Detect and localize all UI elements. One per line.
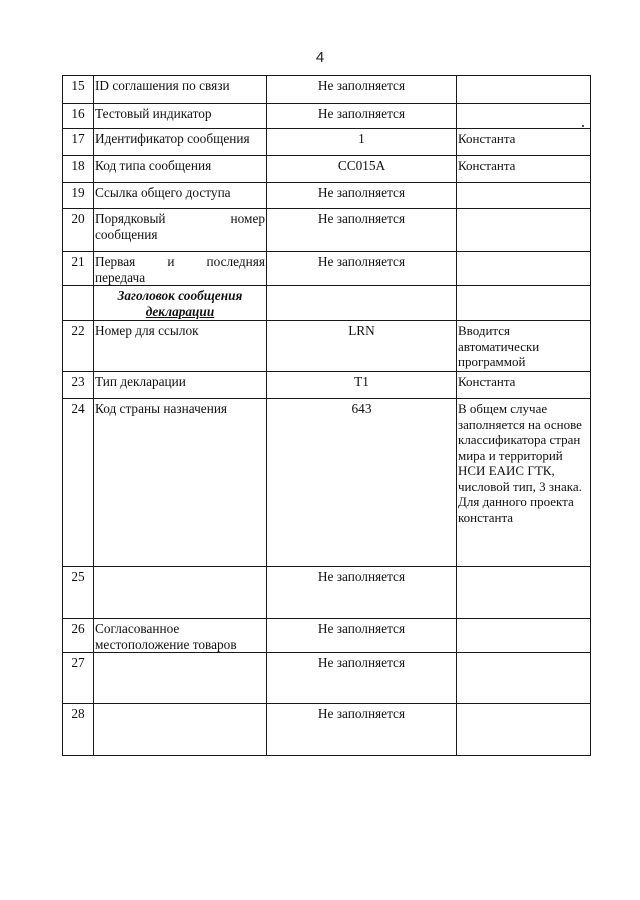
- table-row: [63, 76, 591, 104]
- field-value: Не заполняется: [267, 704, 457, 756]
- fields-table-body: [63, 76, 591, 756]
- row-number: 26: [63, 619, 94, 653]
- field-value: Не заполняется: [267, 567, 457, 619]
- section-header-row: [63, 286, 591, 321]
- row-number: 16: [63, 104, 94, 129]
- field-name: Тестовый индикатор: [94, 104, 267, 129]
- field-name-line-2: сообщения: [95, 226, 158, 242]
- field-value: Не заполняется: [267, 209, 457, 252]
- field-note: [457, 653, 591, 704]
- row-number: 17: [63, 129, 94, 156]
- field-note: [457, 104, 591, 129]
- row-number: 22: [63, 321, 94, 372]
- table-row: [63, 156, 591, 183]
- word: Порядковый: [95, 211, 166, 226]
- section-title-underlined: декларации: [145, 304, 215, 319]
- field-value: Не заполняется: [267, 183, 457, 209]
- field-name: Код типа сообщения: [94, 156, 267, 183]
- table-row: [63, 183, 591, 209]
- field-value: T1: [267, 372, 457, 399]
- field-name-line-2: передача: [95, 269, 146, 285]
- field-note: [457, 619, 591, 653]
- row-number: 19: [63, 183, 94, 209]
- field-name: [94, 653, 267, 704]
- field-note: [457, 704, 591, 756]
- row-number: 18: [63, 156, 94, 183]
- table-row: [63, 104, 591, 129]
- field-note: [457, 76, 591, 104]
- row-number: 25: [63, 567, 94, 619]
- field-value: Не заполняется: [267, 104, 457, 129]
- field-note: Константа: [457, 156, 591, 183]
- field-value: Не заполняется: [267, 619, 457, 653]
- row-number: 21: [63, 252, 94, 286]
- word: и: [167, 254, 175, 269]
- field-name: ID соглашения по связи: [94, 76, 267, 104]
- page-number: 4: [315, 49, 325, 66]
- field-value: LRN: [267, 321, 457, 372]
- word: Первая: [95, 254, 136, 269]
- word: последняя: [206, 254, 265, 269]
- field-name: Код страны назначения: [94, 399, 267, 567]
- table-row: [63, 129, 591, 156]
- field-name-line-1: [95, 211, 265, 227]
- scan-artifact: [582, 125, 584, 127]
- field-name: Тип декларации: [94, 372, 267, 399]
- field-name: [94, 252, 267, 286]
- field-name: [94, 704, 267, 756]
- field-name-line-1: [95, 254, 265, 270]
- field-note: [457, 252, 591, 286]
- section-title: [94, 286, 267, 321]
- field-note: [457, 567, 591, 619]
- fields-table: [62, 75, 591, 756]
- field-name: Ссылка общего доступа: [94, 183, 267, 209]
- row-number: 15: [63, 76, 94, 104]
- row-number-empty: [63, 286, 94, 321]
- field-name: Номер для ссылок: [94, 321, 267, 372]
- table-row: [63, 321, 591, 372]
- table-row: [63, 567, 591, 619]
- table-row: [63, 372, 591, 399]
- field-note: Вводится автоматически программой: [457, 321, 591, 372]
- field-note: [457, 183, 591, 209]
- section-title-line-2: [95, 304, 265, 320]
- field-value-empty: [267, 286, 457, 321]
- table-row: [63, 619, 591, 653]
- row-number: 24: [63, 399, 94, 567]
- field-note-empty: [457, 286, 591, 321]
- row-number: 28: [63, 704, 94, 756]
- word: номер: [230, 211, 265, 226]
- section-title-line-1: Заголовок сообщения: [117, 288, 243, 303]
- field-name: Согласованное местоположение товаров: [94, 619, 267, 653]
- row-number: 27: [63, 653, 94, 704]
- row-number: 20: [63, 209, 94, 252]
- field-value: 1: [267, 129, 457, 156]
- field-name: [94, 567, 267, 619]
- table-row: [63, 653, 591, 704]
- field-name: [94, 209, 267, 252]
- row-number: 23: [63, 372, 94, 399]
- field-note: В общем случае заполняется на основе классификатора стран мира и территорий НСИ ЕАИС ГТК, числовой тип, 3 знака. Для данного проекта константа: [457, 399, 591, 567]
- field-value: Не заполняется: [267, 76, 457, 104]
- field-value: 643: [267, 399, 457, 567]
- table-row: [63, 399, 591, 567]
- table-row: [63, 252, 591, 286]
- table-row: [63, 704, 591, 756]
- field-note: Константа: [457, 129, 591, 156]
- field-note: Константа: [457, 372, 591, 399]
- field-note: [457, 209, 591, 252]
- table-row: [63, 209, 591, 252]
- field-name: Идентификатор сообщения: [94, 129, 267, 156]
- field-value: CC015A: [267, 156, 457, 183]
- field-value: Не заполняется: [267, 653, 457, 704]
- field-value: Не заполняется: [267, 252, 457, 286]
